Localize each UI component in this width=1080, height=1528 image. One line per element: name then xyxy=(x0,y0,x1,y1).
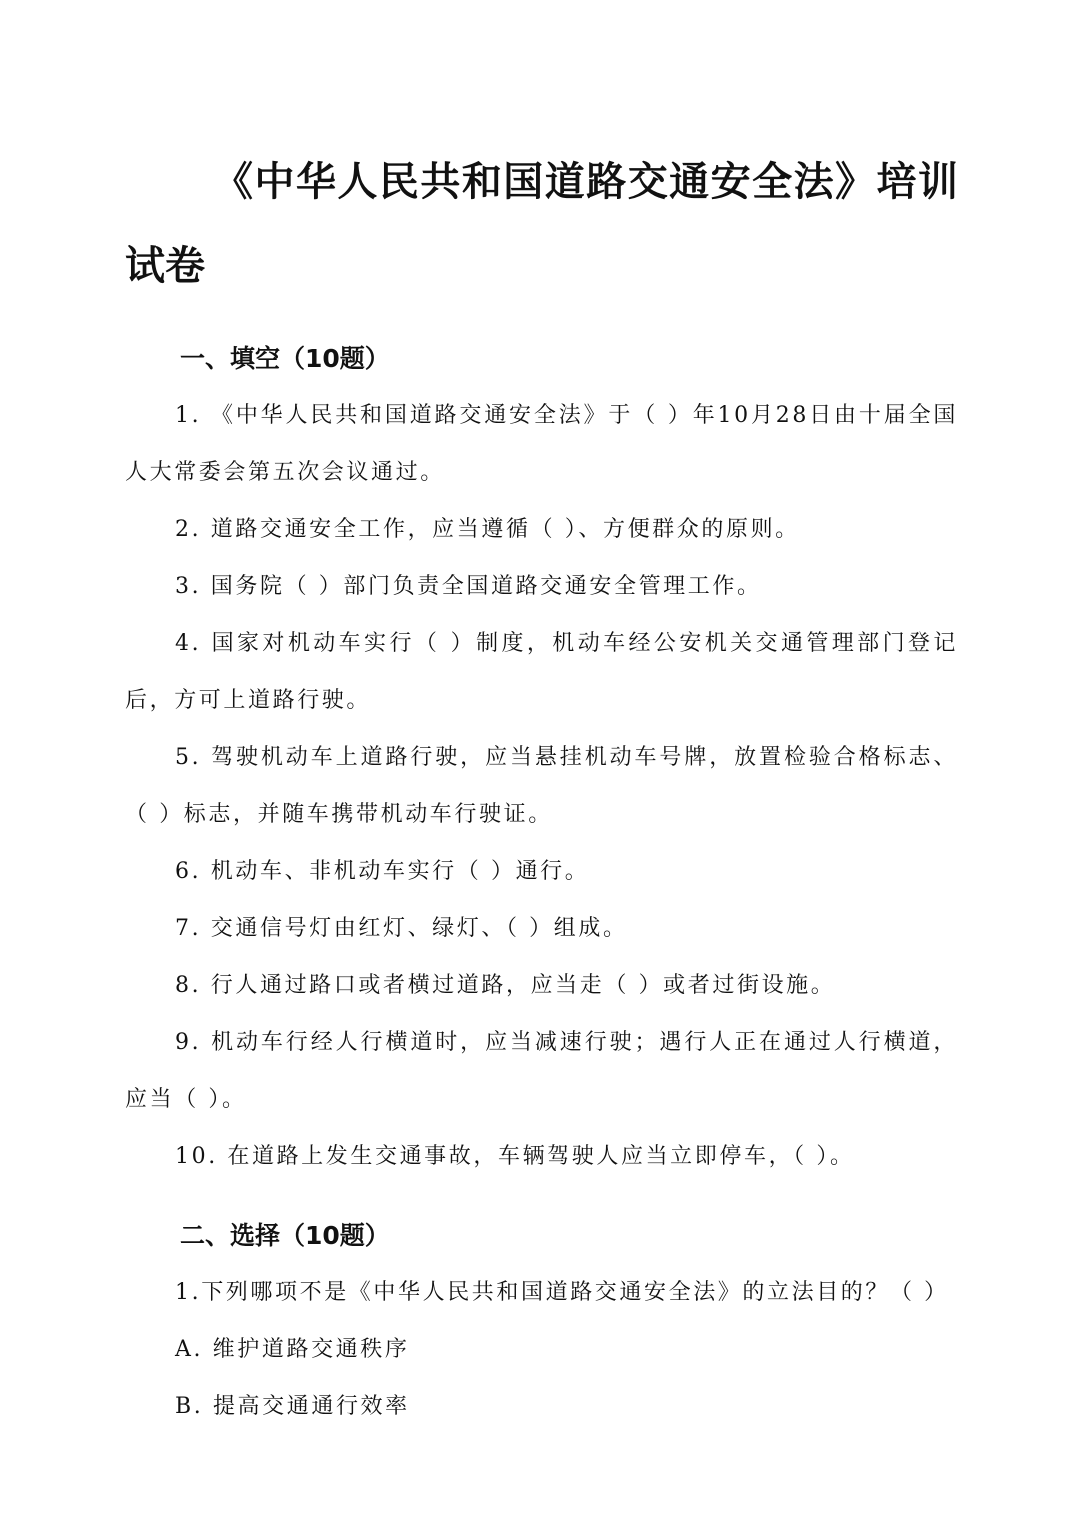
question: 9. 机动车行经人行横道时，应当减速行驶；遇行人正在通过人行横道，应当（ ）。 xyxy=(125,1030,958,1112)
question: 1. 《中华人民共和国道路交通安全法》于（ ）年10月28日由十届全国人大常委会第五次会议通过。 xyxy=(125,403,958,485)
question: 6. 机动车、非机动车实行（ ）通行。 xyxy=(175,859,590,884)
question: 1.下列哪项不是《中华人民共和国道路交通安全法》的立法目的？（ ） xyxy=(175,1280,949,1305)
question: 10. 在道路上发生交通事故，车辆驾驶人应当立即停车，（ ）。 xyxy=(175,1144,855,1169)
question: 2. 道路交通安全工作，应当遵循（ ）、方便群众的原则。 xyxy=(175,517,800,542)
answer-option: B. 提高交通通行效率 xyxy=(175,1394,410,1419)
question: 7. 交通信号灯由红灯、绿灯、（ ）组成。 xyxy=(175,916,628,941)
section-heading: 二、选择（10题） xyxy=(180,1221,390,1250)
section-heading: 一、填空（10题） xyxy=(180,344,390,373)
question: 8. 行人通过路口或者横过道路，应当走（ ）或者过街设施。 xyxy=(175,973,836,998)
answer-option: A. 维护道路交通秩序 xyxy=(175,1337,410,1362)
question: 3. 国务院（ ）部门负责全国道路交通安全管理工作。 xyxy=(175,574,762,599)
section-fill-in-blank xyxy=(125,330,958,1185)
question: 4. 国家对机动车实行（ ）制度，机动车经公安机关交通管理部门登记后，方可上道路行驶。 xyxy=(125,631,958,713)
document-page xyxy=(125,140,958,1435)
section-multiple-choice xyxy=(125,1207,958,1435)
question: 5. 驾驶机动车上道路行驶，应当悬挂机动车号牌，放置检验合格标志、（ ）标志，并随车携带机动车行驶证。 xyxy=(125,745,958,827)
document-title: 《中华人民共和国道路交通安全法》培训试卷 xyxy=(125,159,958,289)
